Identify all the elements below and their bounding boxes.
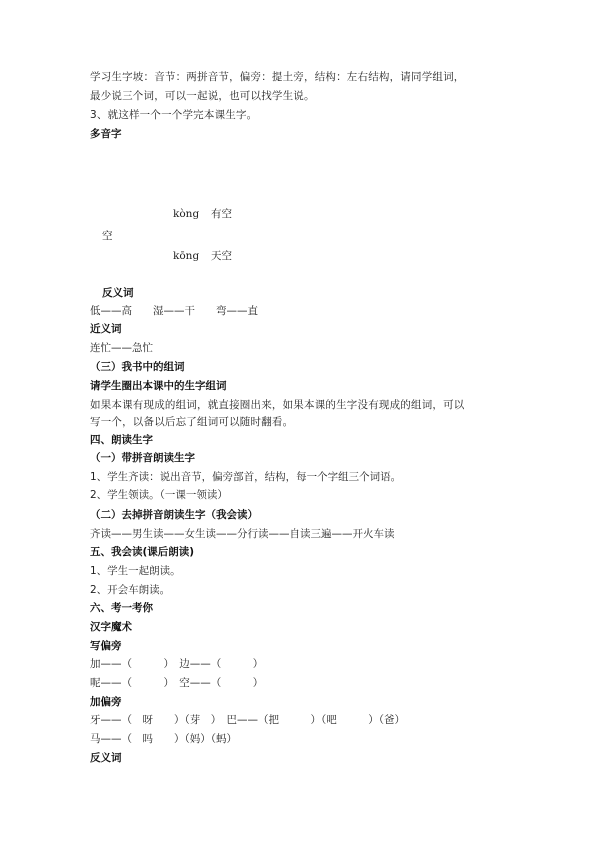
add-radical-line-1: 牙——（ 呀 ）（芽 ） 巴——（把 ）（吧 ）（爸） <box>90 714 405 726</box>
write-radical-line-2: 呢——（ ） 空——（ ） <box>90 677 264 689</box>
add-radical-line-2: 马——（ 吗 ）（妈）（蚂） <box>90 733 237 745</box>
write-radical-line-1: 加——（ ） 边——（ ） <box>90 658 264 670</box>
polyphone-char: 空 <box>102 230 113 242</box>
synonym-pair: 连忙——急忙 <box>90 342 153 354</box>
section3-subheading: 请学生圈出本课中的生字组词 <box>90 380 227 392</box>
section6-sub: 汉字魔术 <box>90 621 132 633</box>
section3-para-2: 写一个，以备以后忘了组词可以随时翻看。 <box>90 416 294 428</box>
reading1-word: 有空 <box>211 208 232 220</box>
section3-para-1: 如果本课有现成的组词，就直接圈出来，如果本课的生字没有现成的组词，可以 <box>90 399 465 411</box>
section3-heading: （三）我书中的组词 <box>90 361 185 373</box>
polyphone-heading: 多音字 <box>90 128 122 140</box>
intro-line-3: 3、就这样一个一个学完本课生字。 <box>90 109 258 121</box>
section6-heading: 六、考一考你 <box>90 602 153 614</box>
section6-antonym-heading: 反义词 <box>90 752 122 764</box>
read-sequence: 齐读——男生读——女生读——分行读——自读三遍——开火车读 <box>90 528 395 540</box>
section4-item-1: 1、学生齐读：说出音节，偏旁部首，结构，每一个字组三个词语。 <box>90 471 402 483</box>
reading2-pinyin: kōng <box>173 250 200 262</box>
reading1-pinyin: kòng <box>173 208 200 220</box>
section4-sub1: （一）带拼音朗读生字 <box>90 452 195 464</box>
write-radical-heading: 写偏旁 <box>90 640 122 652</box>
antonym-pairs: 低——高 湿——干 弯——直 <box>90 305 258 317</box>
add-radical-heading: 加偏旁 <box>90 696 122 708</box>
intro-line-1: 学习生字坡：音节：两拼音节，偏旁：提土旁，结构：左右结构，请同学组词， <box>90 71 465 83</box>
reading2-word: 天空 <box>211 250 232 262</box>
antonyms-heading: 反义词 <box>102 287 134 299</box>
section5-item-2: 2、开会车朗读。 <box>90 584 171 596</box>
section4-heading: 四、朗读生字 <box>90 434 153 446</box>
section5-heading: 五、我会读(课后朗读) <box>90 546 195 558</box>
section5-item-1: 1、学生一起朗读。 <box>90 565 181 577</box>
intro-line-2: 最少说三个词，可以一起说，也可以找学生说。 <box>90 90 315 102</box>
section4-sub2: （二）去掉拼音朗读生字（我会读） <box>90 509 258 521</box>
synonyms-heading: 近义词 <box>90 323 122 335</box>
section4-item-2: 2、学生领读。（一课一领读） <box>90 489 228 501</box>
